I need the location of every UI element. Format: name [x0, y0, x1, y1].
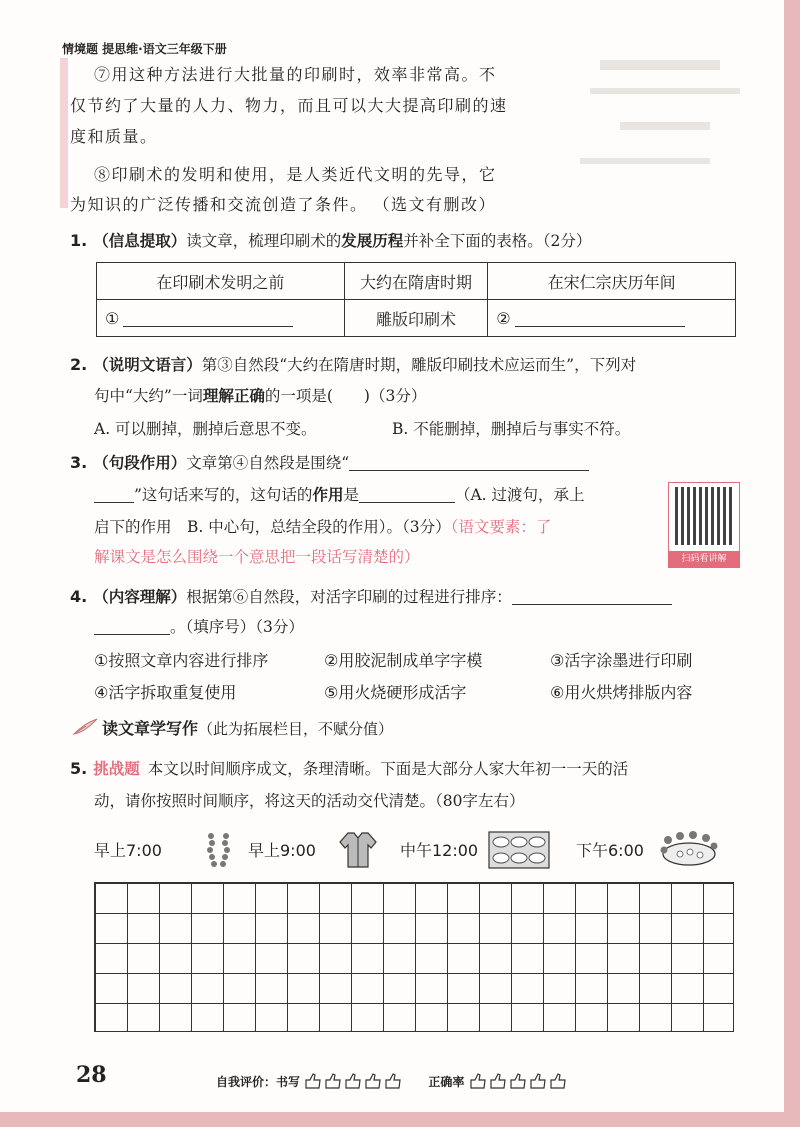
q3-blank-1[interactable]	[349, 452, 589, 471]
q4-option: ⑥用火烘烤排版内容	[550, 683, 693, 702]
accuracy-thumbs-up-icons[interactable]	[469, 1072, 573, 1090]
writing-thumbs-up-icons[interactable]	[304, 1072, 408, 1090]
question-3-line4: 解课文是怎么围绕一个意思把一段话写清楚的）	[94, 548, 420, 566]
writing-grid[interactable]	[94, 882, 734, 1032]
question-3: 3. （句段作用）文章第④自然段是围绕“	[70, 450, 589, 476]
qr-code[interactable]	[668, 482, 740, 568]
firecracker-icon	[202, 830, 236, 870]
q4-option: ③活字涂墨进行印刷	[550, 651, 693, 670]
q4-option: ④活字拆取重复使用	[94, 683, 237, 702]
table-cell-blank-1[interactable]: ①	[97, 300, 345, 337]
timeline	[94, 830, 734, 870]
page-header: 情境题 提思维·语文三年级下册	[62, 42, 227, 56]
writing-section-title: 读文章学写作（此为拓展栏目，不赋分值）	[72, 716, 393, 739]
q3-blank-1-cont[interactable]	[94, 484, 134, 503]
question-5: 5. 挑战题 本文以时间顺序成文，条理清晰。下面是大部分人家大年初一一天的活	[70, 759, 629, 778]
table-cell-blank-2[interactable]: ②	[488, 300, 736, 337]
q2-option-a[interactable]: A. 可以删掉，删掉后意思不变。	[94, 420, 317, 438]
table-header: 在印刷术发明之前	[97, 263, 345, 300]
q4-option: ②用胶泥制成单字字模	[324, 651, 483, 670]
self-evaluation: 自我评价：书写 正确率	[216, 1072, 573, 1090]
feather-pen-icon	[72, 718, 98, 736]
dumplings-tray-icon	[488, 830, 550, 870]
table-header: 在宋仁宗庆历年间	[488, 263, 736, 300]
table-header: 大约在隋唐时期	[344, 263, 488, 300]
q4-option: ⑤用火烧硬形成活字	[324, 683, 467, 702]
passage-p8-line1: ⑧印刷术的发明和使用，是人类近代文明的先导，它	[94, 165, 497, 184]
passage-p7-line2: 仅节约了大量的人力、物力，而且可以大大提高印刷的速	[70, 96, 508, 115]
qr-code-icon	[675, 487, 733, 545]
source-note: （选文有删改）	[381, 195, 497, 214]
passage-p8-line2: 为知识的广泛传播和交流创造了条件。 （选文有删改）	[70, 195, 497, 214]
page-number: 28	[76, 1062, 107, 1088]
q4-option: ①按照文章内容进行排序	[94, 651, 269, 670]
passage-p7-line1: ⑦用这种方法进行大批量的印刷时，效率非常高。不	[94, 65, 497, 84]
new-clothes-icon	[338, 830, 378, 870]
time-label: 中午12:00	[400, 841, 479, 860]
question-5-line2: 动，请你按照时间顺序，将这天的活动交代清楚。（80字左右）	[94, 792, 525, 810]
question-2-line2: 句中“大约”一词理解正确的一项是( )（3分）	[94, 386, 427, 405]
table-cell: 雕版印刷术	[344, 300, 488, 337]
time-label: 早上7:00	[94, 841, 162, 860]
question-1: 1. （信息提取）读文章，梳理印刷术的发展历程并补全下面的表格。（2分）	[70, 231, 592, 250]
faded-decoration	[560, 48, 780, 218]
time-label: 早上9:00	[248, 841, 316, 860]
q4-blank-cont[interactable]	[94, 616, 170, 635]
question-3-line3: 启下的作用 B. 中心句，总结全段的作用）。（3分）（语文要素：了	[94, 518, 552, 536]
question-4-line2: 。（填序号）（3分）	[94, 614, 304, 640]
qr-label: 扫码看讲解	[669, 551, 739, 567]
family-dinner-icon	[660, 830, 718, 872]
q4-blank[interactable]	[512, 586, 672, 605]
question-2: 2. （说明文语言）第③自然段“大约在隋唐时期，雕版印刷技术应运而生”，下列对	[70, 355, 637, 374]
q3-blank-2[interactable]	[359, 484, 455, 503]
printing-history-table	[96, 262, 736, 337]
q2-option-b[interactable]: B. 不能删掉，删掉后与事实不符。	[392, 420, 631, 438]
passage-p7-line3: 度和质量。	[70, 127, 158, 146]
time-label: 下午6:00	[576, 841, 644, 860]
margin-bar	[60, 58, 68, 208]
question-3-line2: ”这句话来写的，这句话的作用是 （A. 过渡句，承上	[94, 482, 585, 508]
question-4: 4. （内容理解）根据第⑥自然段，对活字印刷的过程进行排序：	[70, 584, 672, 610]
